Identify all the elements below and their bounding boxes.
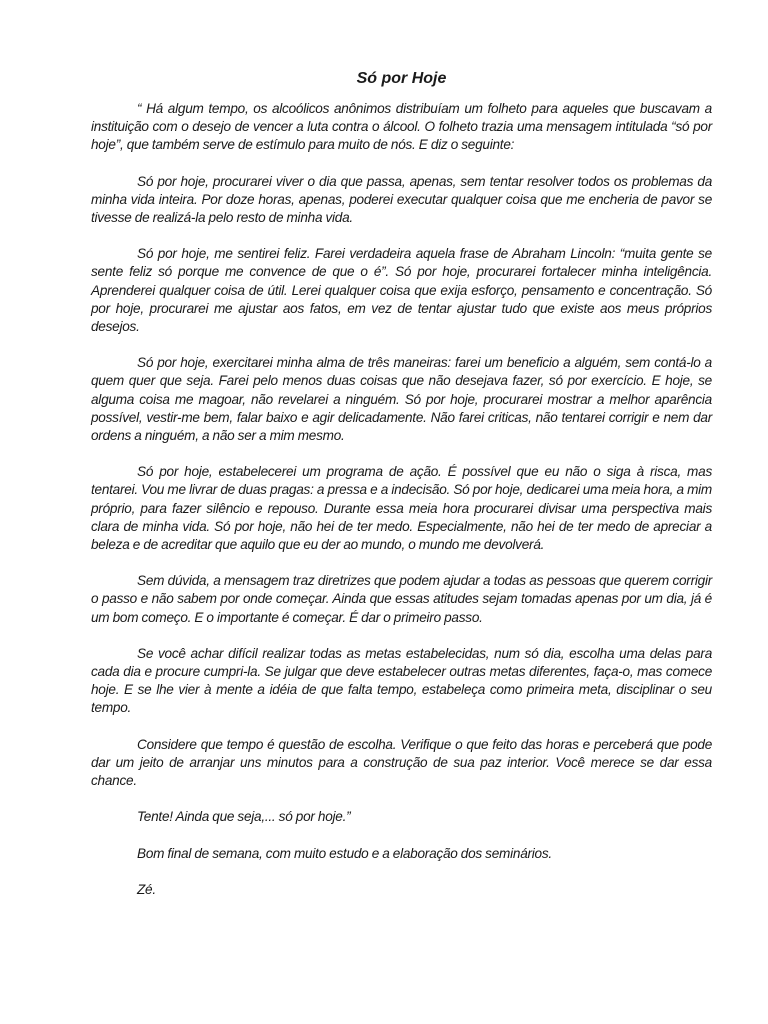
paragraph-tente: Tente! Ainda que seja,... só por hoje.” <box>137 809 351 825</box>
document-title: Só por Hoje <box>356 70 447 87</box>
signature-text: Zé. <box>137 881 156 897</box>
paragraph-viver-o-dia: Só por hoje, procurarei viver o dia que passa, apenas, sem tentar resolver todos os problemas da minha vida inteira. Por doze horas, apenas, poderei executar qualquer coisa que me encheria de pavor se tivesse de realizá-la pelo resto de minha vida. <box>91 173 712 226</box>
paragraph-metas: Se você achar difícil realizar todas as metas estabelecidas, num só dia, escolha uma delas para cada dia e procure cumpri-la. Se julgar que deve estabelecer outras metas diferentes, faça-o, mas comece hoje. E se lhe vier à mente a idéia de que falta tempo, estabeleça como primeira meta, disciplinar o seu tempo. <box>91 645 712 716</box>
paragraph-programa: Só por hoje, estabelecerei um programa de ação. É possível que eu não o siga à risca, mas tentarei. Vou me livrar de duas pragas: a pressa e a indecisão. Só por hoje, dedicarei uma meia hora, a mim próprio, para fazer silêncio e repouso. Durante essa meia hora procurarei divisar uma perspectiva mais clara de minha vida. Só por hoje, não hei de ter medo. Especialmente, não hei de ter medo de apreciar a beleza e de acreditar que aquilo que eu der ao mundo, o mundo me devolverá. <box>91 464 712 553</box>
paragraph-despedida: Bom final de semana, com muito estudo e a elaboração dos seminários. <box>137 845 552 861</box>
paragraph-tempo: Considere que tempo é questão de escolha. Verifique o que feito das horas e perceberá que pode dar um jeito de arranjar uns minutos para a construção de sua paz interior. Você merece se dar essa chance. <box>91 736 712 789</box>
document-page <box>91 68 712 917</box>
paragraph-diretrizes: Sem dúvida, a mensagem traz diretrizes que podem ajudar a todas as pessoas que querem corrigir o passo e não sabem por onde começar. Ainda que essas atitudes sejam tomadas apenas por um dia, já é um bom começo. E o importante é começar. É dar o primeiro passo. <box>91 573 712 625</box>
paragraph-feliz: Só por hoje, me sentirei feliz. Farei verdadeira aquela frase de Abraham Lincoln: “muita gente se sente feliz só porque me convence de que o é”. Só por hoje, procurarei fortalecer minha inteligência. Aprenderei qualquer coisa de útil. Lerei qualquer coisa que exija esforço, pensamento e concentração. Só por hoje, procurarei me ajustar aos fatos, em vez de tentar ajustar tudo que existe aos meus próprios desejos. <box>91 246 712 335</box>
paragraph-intro: “ Há algum tempo, os alcoólicos anônimos distribuíam um folheto para aqueles que buscavam a instituição com o desejo de vencer a luta contra o álcool. O folheto trazia uma mensagem intitulada “só por hoje”, que também serve de estímulo para muito de nós. E diz o seguinte: <box>91 101 712 153</box>
paragraph-alma: Só por hoje, exercitarei minha alma de três maneiras: farei um beneficio a alguém, sem contá-lo a quem quer que seja. Farei pelo menos duas coisas que não desejava fazer, só por exercício. E hoje, se alguma coisa me magoar, não revelarei a ninguém. Só por hoje, procurarei mostrar a melhor aparência possível, vestir-me bem, falar baixo e agir delicadamente. Não farei criticas, não tentarei corrigir e nem dar ordens a ninguém, a não ser a mim mesmo. <box>91 355 712 444</box>
